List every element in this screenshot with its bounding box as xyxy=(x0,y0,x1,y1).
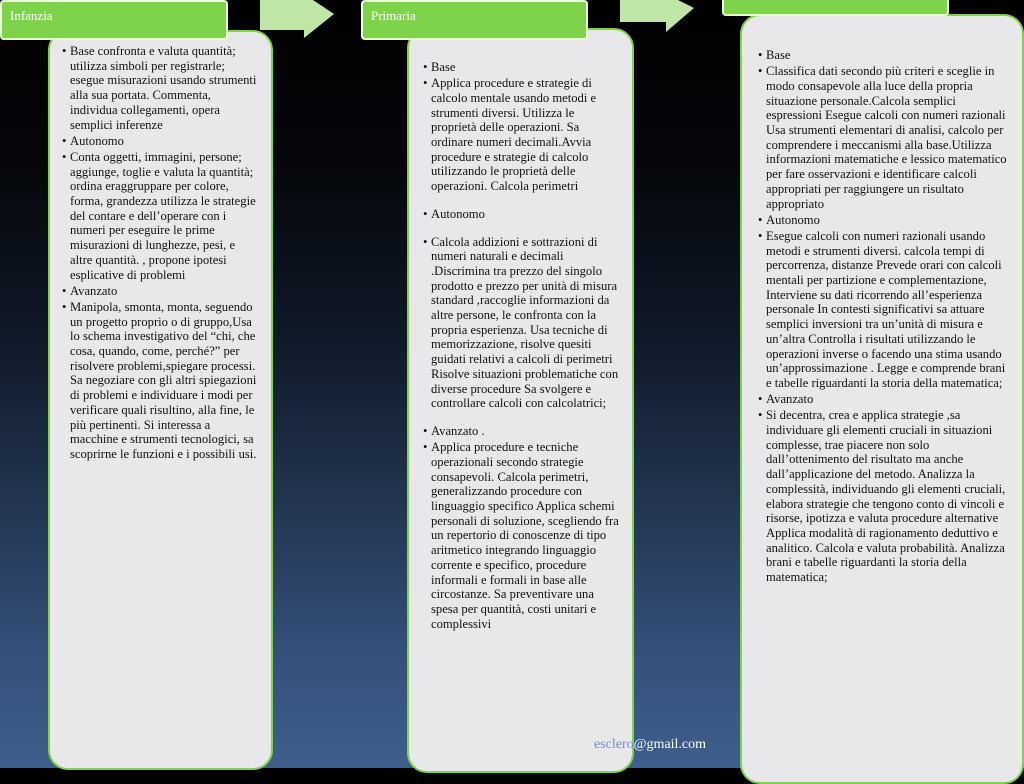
secondaria-list xyxy=(758,48,1010,585)
infanzia-header-label: Infanzia xyxy=(10,8,53,23)
list-item: • Classifica dati secondo più criteri e sceglie in modo consapevole alla luce della propria situazione personale.Calcola semplici espressioni Esegue calcoli con numeri razionali Usa strumenti elementari di analisi, calcolo per comprendere i meccanismi alla base.Utilizza informazioni matematiche e lessico matematico per fare osservazioni e identificare calcoli appropriati per raggiungere un risultato appropriato xyxy=(758,64,1010,211)
list-item: • Applica procedure e strategie di calcolo mentale usando metodi e strumenti diversi. Utilizza le proprietà delle operazioni. Sa ordinare numeri decimali.Avvia procedure e strategie di calcolo utilizzando le proprietà delle operazioni. Calcola perimetri xyxy=(423,76,620,194)
arrow-primaria-to-secondaria xyxy=(620,0,700,42)
secondaria-content-box xyxy=(740,14,1024,784)
infanzia-content-box xyxy=(48,30,273,770)
list-item: • Base xyxy=(758,48,1010,63)
list-item: • Conta oggetti, immagini, persone; aggiunge, toglie e valuta la quantità; ordina eraggruppare per colore, forma, grandezza utilizza le strategie del contare e dell’operare con i numeri per eseguire le prime misurazioni di lunghezze, pesi, e altre quantità. , propone ipotesi esplicative di problemi xyxy=(62,150,257,282)
infanzia-list xyxy=(62,44,257,462)
primaria-header xyxy=(361,0,588,40)
list-item: • Avanzato . xyxy=(423,424,620,439)
secondaria-header xyxy=(722,0,949,16)
list-item: • Applica procedure e tecniche operazionali secondo strategie consapevoli. Calcola perimetri, generalizzando procedure con linguaggio specifico Applica schemi personali di soluzione, scegliendo fra un repertorio di conoscenze di tipo aritmetico integrando linguaggio corrente e specifico, procedure informali e formali in base alle circostanze. Sa preventivare una spesa per quantità, costi unitari e complessivi xyxy=(423,440,620,631)
list-item: • Esegue calcoli con numeri razionali usando metodi e strumenti diversi. calcola tempi di percorrenza, distanze Prevede orari con calcoli mentali per partizione e complementazione, Interviene su dati ricorrendo all’esperienza personale In contesti significativi sa attuare semplici inversioni tra un’unità di misura e un’altra Controlla i risultati utilizzando le operazioni inverse o facendo una stima usando un’approssimazione . Legge e comprende brani e tabelle riguardanti la storia della matematica; xyxy=(758,229,1010,391)
infanzia-header xyxy=(0,0,228,40)
list-item: • Base confronta e valuta quantità; utilizza simboli per registrarle; esegue misurazioni usando strumenti alla sua portata. Commenta, individua collegamenti, opera semplici inferenze xyxy=(62,44,257,132)
list-item: • Base xyxy=(423,60,620,75)
list-item: • Avanzato xyxy=(758,392,1010,407)
primaria-list xyxy=(423,60,620,631)
primaria-content-box xyxy=(407,28,634,773)
list-item: • Manipola, smonta, monta, seguendo un progetto proprio o di gruppo,Usa lo schema investigativo del “chi, che cosa, quando, come, perché?” per risolvere problemi,spiegare processi. Sa negoziare con gli altri spiegazioni di problemi e individuare i modi per verificare quali risultino, alla fine, le più pertinenti. Si interessa a macchine e strumenti tecnologici, sa scoprirne le funzioni e i possibili usi. xyxy=(62,300,257,462)
list-item: • Avanzato xyxy=(62,284,257,299)
list-item: • Si decentra, crea e applica strategie ,sa individuare gli elementi cruciali in situazioni complesse, trae piacere non solo dall’ottenimento del risultato ma anche dall’applicazione del metodo. Analizza la complessità, individuando gli elementi cruciali, elabora strategie che tengono conto di vincoli e risorse, ipotizza e valuta procedure alternative Applica modalità di ragionamento deduttivo e analitico. Calcola e valuta probabilità. Analizza brani e tabelle riguardanti la storia della matematica; xyxy=(758,408,1010,584)
arrow-infanzia-to-primaria xyxy=(260,0,340,42)
primaria-header-label: Primaria xyxy=(371,8,416,23)
footer-email-user: esclero xyxy=(594,737,634,752)
footer-email-domain: @gmail.com xyxy=(633,737,707,752)
list-item: • Autonomo xyxy=(62,134,257,149)
footer-email[interactable] xyxy=(594,737,706,753)
list-item: • Autonomo xyxy=(423,207,620,222)
list-item: • Autonomo xyxy=(758,213,1010,228)
list-item: • Calcola addizioni e sottrazioni di numeri naturali e decimali .Discrimina tra prezzo del singolo prodotto e prezzo per unità di misura standard ,raccoglie informazioni da altre persone, le confronta con la propria esperienza. Usa tecniche di memorizzazione, risolve quesiti guidati relativi a calcoli di perimetri Risolve situazioni problematiche con diverse procedure Sa svolgere e controllare calcoli con calcolatrici; xyxy=(423,235,620,411)
